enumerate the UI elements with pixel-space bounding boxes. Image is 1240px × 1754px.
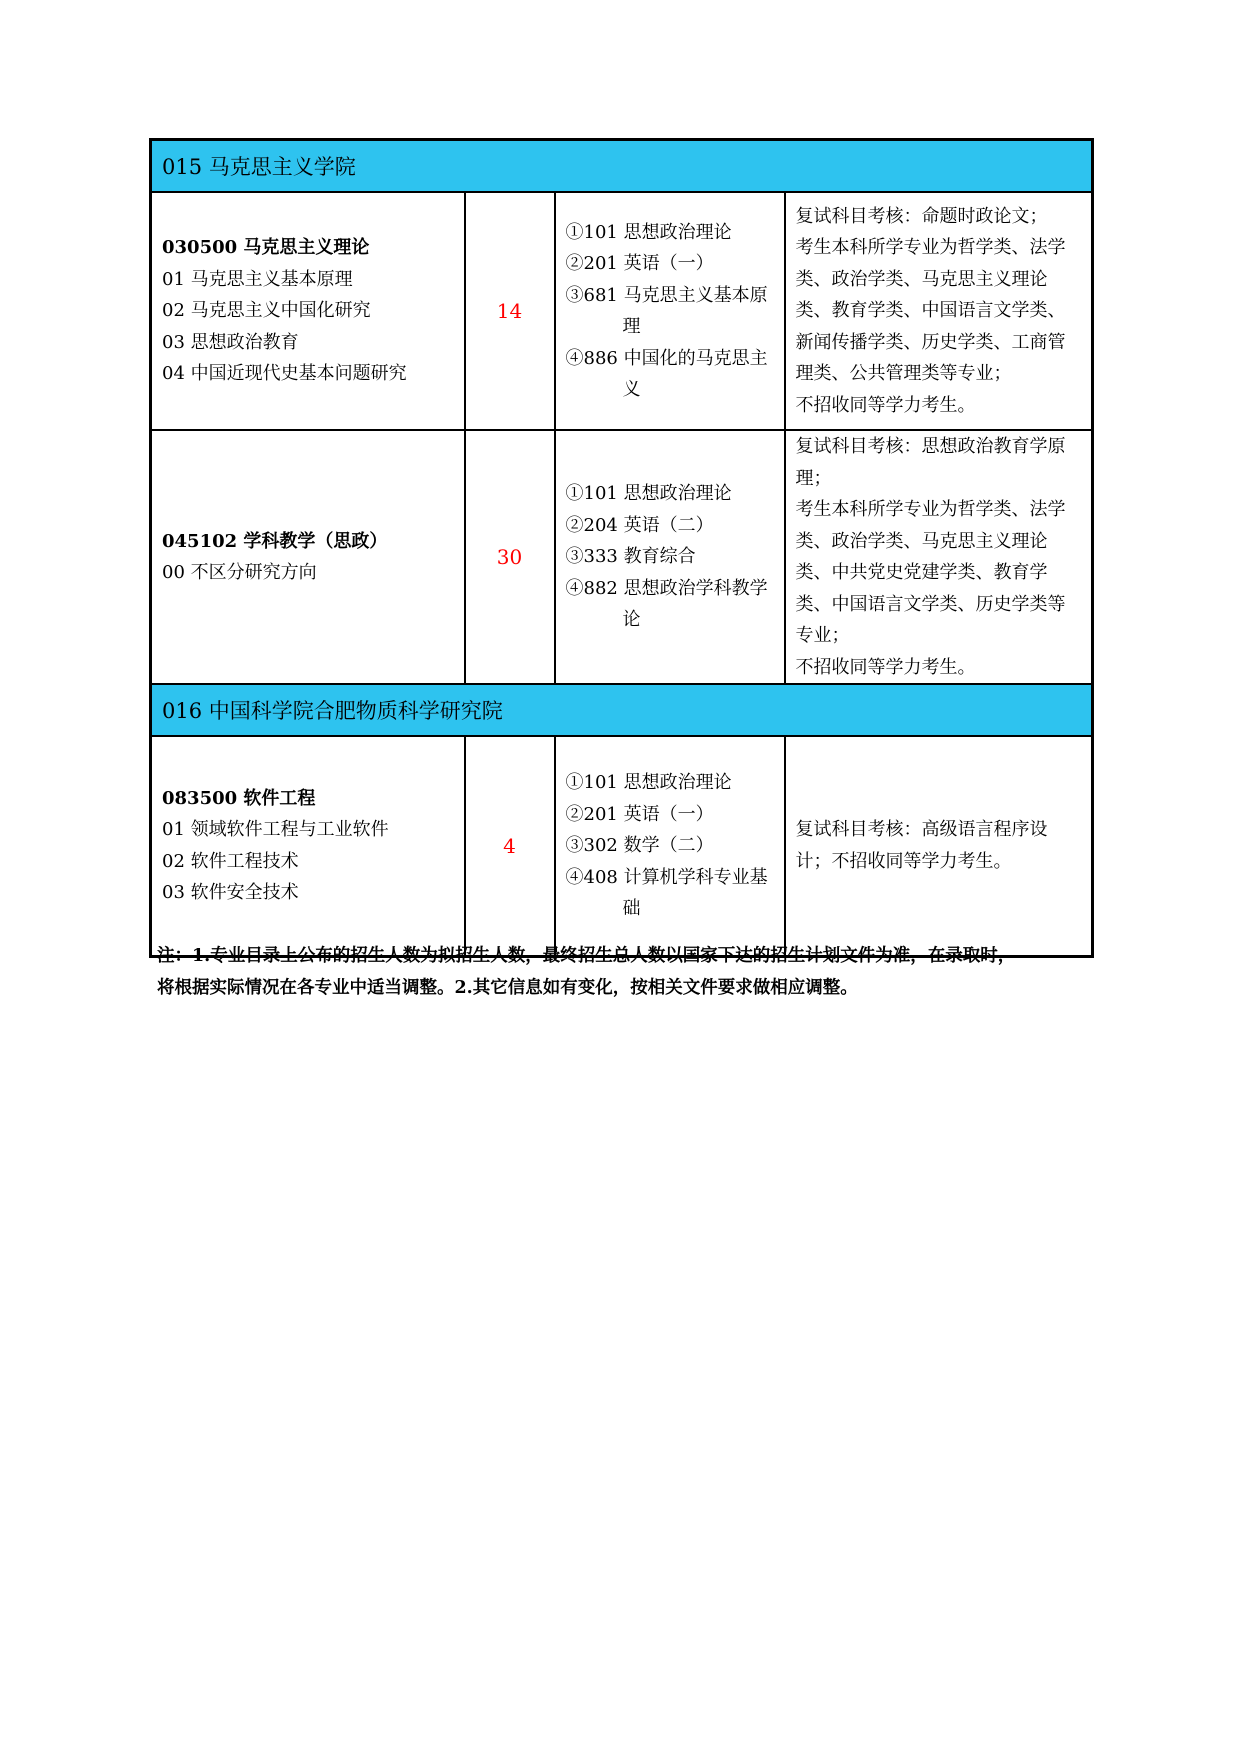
research-direction: 03 软件安全技术 [162,882,299,904]
footnote [157,940,1097,1004]
table-row [151,430,1093,684]
enrollment-count: 30 [465,430,555,684]
table-row [151,736,1093,956]
requirement-text: 考生本科所学专业为哲学类、法学类、政治学类、马克思主义理论类、教育学类、中国语言文学类、新闻传播学类、历史学类、工商管理类、公共管理类等专业； [795,237,1066,385]
requirement-text: 复试科目考核：思想政治教育学原理； [795,436,1066,489]
exam-subject: ①101 思想政治理论 [565,221,732,243]
footnote-line: 注：1.专业目录上公布的招生人数为拟招生人数，最终招生总人数以国家下达的招生计划文件为准，在录取时， [157,946,1016,966]
exam-subject: ②204 英语（二） [565,514,714,536]
exam-subjects-cell [555,736,785,956]
table-row [151,192,1093,430]
research-direction: 02 马克思主义中国化研究 [162,300,371,322]
major-title: 030500 马克思主义理论 [162,237,370,259]
requirements-cell [785,192,1093,430]
requirement-text: 考生本科所学专业为哲学类、法学类、政治学类、马克思主义理论类、中共党史党建学类、教育学类、中国语言文学类、历史学类等专业； [795,499,1066,646]
exam-subject: ③333 教育综合 [565,546,696,568]
research-direction: 01 领域软件工程与工业软件 [162,819,389,841]
exam-subject: ③302 数学（二） [565,835,714,856]
exam-subjects-cell [555,430,785,684]
admissions-table [149,138,1094,958]
requirement-text: 复试科目考核：高级语言程序设计；不招收同等学力考生。 [795,819,1048,872]
exam-subject: ①101 思想政治理论 [565,483,732,505]
requirements-cell [785,430,1093,684]
enrollment-count: 4 [465,736,555,956]
requirements-cell [785,736,1093,956]
department-header-row [151,684,1093,736]
research-direction: 04 中国近现代史基本问题研究 [162,363,407,385]
department-header: 016 中国科学院合肥物质科学研究院 [151,684,1093,736]
exam-subject: ③681 马克思主义基本原理 [565,284,768,337]
research-direction: 01 马克思主义基本原理 [162,268,353,290]
department-header: 015 马克思主义学院 [151,140,1093,193]
research-direction: 00 不区分研究方向 [162,562,317,583]
requirement-text: 不招收同等学力考生。 [795,394,976,416]
major-title: 083500 软件工程 [162,787,316,809]
department-header-row [151,140,1093,193]
exam-subjects-cell [555,192,785,430]
research-direction: 03 思想政治教育 [162,331,299,353]
major-title: 045102 学科教学（思政） [162,530,388,552]
enrollment-count: 14 [465,192,555,430]
major-cell [151,430,465,684]
requirement-text: 复试科目考核：命题时政论文； [795,205,1048,227]
exam-subject: ④408 计算机学科专业基础 [565,866,768,919]
exam-subject: ①101 思想政治理论 [565,772,732,793]
major-cell [151,736,465,956]
exam-subject: ④886 中国化的马克思主义 [565,347,768,400]
exam-subject: ④882 思想政治学科教学论 [565,577,768,631]
requirement-text: 不招收同等学力考生。 [795,656,976,678]
exam-subject: ②201 英语（一） [565,253,714,274]
exam-subject: ②201 英语（一） [565,803,714,825]
research-direction: 02 软件工程技术 [162,850,299,872]
major-cell [151,192,465,430]
footnote-line: 将根据实际情况在各专业中适当调整。2.其它信息如有变化，按相关文件要求做相应调整。 [157,978,858,998]
